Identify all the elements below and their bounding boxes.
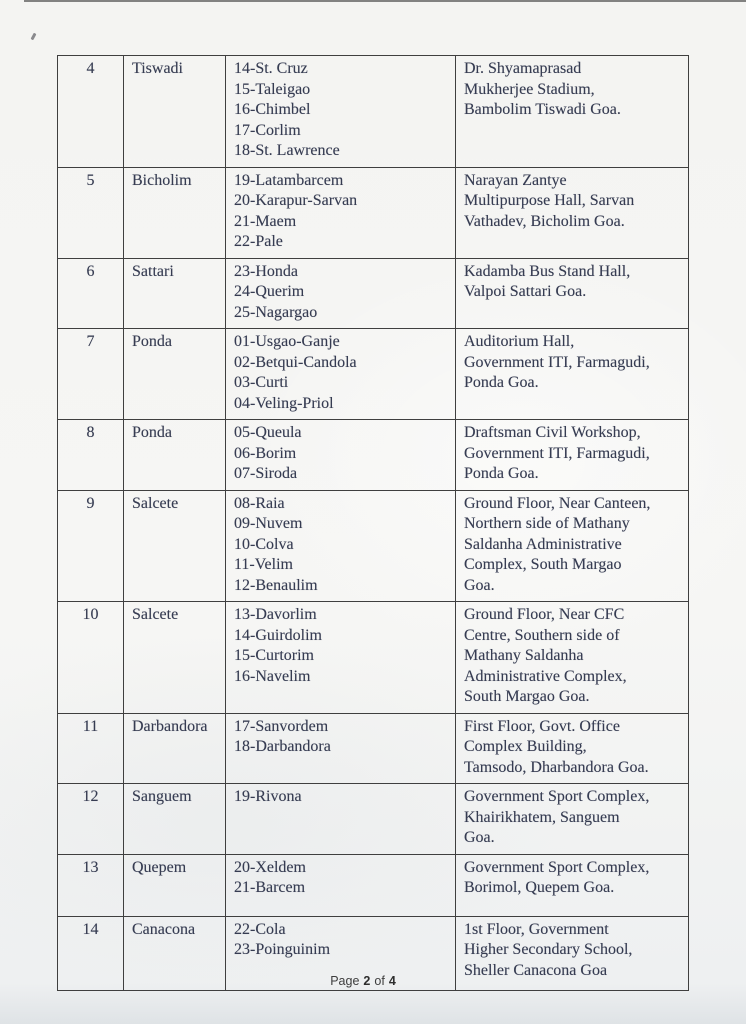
footer-page-number: 2 [363, 974, 371, 988]
constituency-item: 10-Colva [234, 535, 294, 553]
constituency-item: 23-Honda [234, 262, 298, 280]
taluka-cell: Quepem [124, 854, 226, 916]
constituencies-cell [226, 258, 456, 329]
scan-edge-artifact [24, 0, 746, 2]
venue-cell [456, 490, 689, 602]
taluka-cell: Darbandora [124, 713, 226, 784]
venue-line: Multipurpose Hall, Sarvan [464, 192, 635, 209]
venue-line: Auditorium Hall, [464, 333, 575, 350]
venue-cell [456, 602, 689, 714]
constituency-item: 19-Latambarcem [234, 171, 344, 189]
venue-cell [456, 713, 689, 784]
constituency-item: 18-St. Lawrence [234, 142, 340, 159]
footer-page-label: Page [330, 974, 360, 988]
constituency-item: 16-Navelim [234, 667, 311, 685]
counting-venues-table [57, 55, 689, 991]
scan-speck-artifact [31, 33, 37, 41]
footer-total-pages: 4 [388, 974, 396, 988]
constituency-item: 17-Corlim [234, 121, 301, 139]
constituency-item: 12-Benaulim [234, 576, 318, 594]
venue-line: South Margao Goa. [464, 688, 590, 705]
venue-line: Government ITI, Farmagudi, [464, 353, 650, 371]
constituencies-cell [226, 329, 456, 420]
venue-line: Complex Building, [464, 738, 587, 755]
venue-line: Government Sport Complex, [464, 788, 650, 805]
venue-line: Borimol, Quepem Goa. [464, 879, 615, 896]
venue-cell [456, 258, 689, 329]
constituency-item: 20-Xeldem [234, 858, 306, 876]
table-row [58, 258, 689, 329]
venue-line: Ground Floor, Near CFC [464, 606, 625, 623]
venue-line: Ponda Goa. [464, 465, 539, 482]
constituencies-cell [226, 490, 456, 602]
constituency-item: 14-Guirdolim [234, 626, 322, 644]
sr-no-cell: 12 [58, 784, 124, 855]
venue-line: Goa. [464, 576, 495, 594]
venue-line: Ponda Goa. [464, 374, 539, 391]
venue-cell [456, 56, 689, 168]
taluka-cell: Bicholim [124, 167, 226, 258]
constituencies-cell [226, 854, 456, 916]
constituency-item: 23-Poinguinim [234, 941, 331, 958]
venue-line: Ground Floor, Near Canteen, [464, 494, 651, 512]
venue-line: Vathadev, Bicholim Goa. [464, 212, 625, 230]
venue-line: Kadamba Bus Stand Hall, [464, 262, 631, 280]
sr-no-cell: 13 [58, 854, 124, 916]
venue-cell [456, 420, 689, 491]
taluka-cell: Canacona [124, 916, 226, 991]
venue-line: Mukherjee Stadium, [464, 80, 595, 98]
constituency-item: 16-Chimbel [234, 101, 311, 118]
venue-line: Narayan Zantye [464, 171, 567, 189]
venue-cell [456, 854, 689, 916]
constituency-item: 01-Usgao-Ganje [234, 333, 340, 350]
table-row [58, 490, 689, 602]
constituency-item: 18-Darbandora [234, 738, 331, 755]
table-row [58, 167, 689, 258]
constituency-item: 03-Curti [234, 374, 289, 391]
table-row [58, 784, 689, 855]
venue-cell [456, 167, 689, 258]
sr-no-cell: 6 [58, 258, 124, 329]
constituency-item: 14-St. Cruz [234, 60, 308, 77]
sr-no-cell: 8 [58, 420, 124, 491]
constituencies-cell [226, 56, 456, 168]
venue-line: Khairikhatem, Sanguem [464, 808, 620, 826]
constituency-item: 13-Davorlim [234, 606, 317, 623]
taluka-cell: Sanguem [124, 784, 226, 855]
table-row [58, 420, 689, 491]
constituencies-cell [226, 784, 456, 855]
taluka-cell: Ponda [124, 420, 226, 491]
venue-line: Complex, South Margao [464, 556, 622, 573]
taluka-cell: Ponda [124, 329, 226, 420]
constituencies-cell [226, 420, 456, 491]
venue-line: Goa. [464, 829, 495, 846]
venue-line: Bambolim Tiswadi Goa. [464, 101, 621, 118]
sr-no-cell: 11 [58, 713, 124, 784]
constituencies-cell [226, 167, 456, 258]
constituency-item: 22-Cola [234, 920, 286, 938]
sr-no-cell: 9 [58, 490, 124, 602]
taluka-cell: Salcete [124, 490, 226, 602]
venue-line: Mathany Saldanha [464, 647, 584, 664]
venue-line: Tamsodo, Dharbandora Goa. [464, 758, 649, 776]
venue-line: Government Sport Complex, [464, 858, 650, 876]
constituency-item: 15-Taleigao [234, 80, 311, 98]
constituency-item: 06-Borim [234, 444, 297, 462]
constituency-item: 24-Querim [234, 283, 305, 300]
constituency-item: 09-Nuvem [234, 515, 303, 532]
venue-line: Northern side of Mathany [464, 515, 630, 532]
venue-line: Draftsman Civil Workshop, [464, 424, 641, 441]
table-row [58, 713, 689, 784]
venue-cell [456, 784, 689, 855]
venue-line: Dr. Shyamaprasad [464, 60, 582, 77]
constituency-item: 19-Rivona [234, 788, 302, 805]
constituency-item: 15-Curtorim [234, 647, 314, 664]
page-footer [0, 974, 726, 988]
venue-line: Valpoi Sattari Goa. [464, 283, 587, 300]
venue-line: Government ITI, Farmagudi, [464, 444, 650, 462]
constituencies-cell [226, 713, 456, 784]
venue-line: Higher Secondary School, [464, 941, 633, 958]
constituency-item: 08-Raia [234, 494, 285, 512]
constituency-item: 04-Veling-Priol [234, 394, 334, 412]
footer-of-label: of [374, 974, 385, 988]
taluka-cell: Salcete [124, 602, 226, 714]
sr-no-cell: 5 [58, 167, 124, 258]
constituency-item: 20-Karapur-Sarvan [234, 192, 358, 209]
constituency-item: 21-Barcem [234, 879, 306, 896]
table-row [58, 602, 689, 714]
taluka-cell: Tiswadi [124, 56, 226, 168]
table-body [58, 56, 689, 991]
venue-line: 1st Floor, Government [464, 920, 609, 938]
constituencies-cell [226, 602, 456, 714]
constituency-item: 21-Maem [234, 212, 297, 230]
sr-no-cell: 10 [58, 602, 124, 714]
sr-no-cell: 14 [58, 916, 124, 991]
constituency-item: 22-Pale [234, 233, 283, 250]
venue-line: Administrative Complex, [464, 667, 627, 685]
taluka-cell: Sattari [124, 258, 226, 329]
constituency-item: 05-Queula [234, 424, 302, 441]
table-row [58, 56, 689, 168]
constituency-item: 11-Velim [234, 556, 293, 573]
venue-line: Saldanha Administrative [464, 535, 622, 553]
constituency-item: 25-Nagargao [234, 303, 318, 321]
sr-no-cell: 7 [58, 329, 124, 420]
venue-line: Centre, Southern side of [464, 626, 620, 644]
venue-line: First Floor, Govt. Office [464, 717, 620, 735]
venue-cell [456, 329, 689, 420]
constituency-item: 07-Siroda [234, 465, 298, 482]
constituency-item: 02-Betqui-Candola [234, 353, 357, 371]
constituency-item: 17-Sanvordem [234, 717, 329, 735]
venue-line: Sheller Canacona Goa [464, 961, 608, 979]
table-row [58, 329, 689, 420]
sr-no-cell: 4 [58, 56, 124, 168]
table-row [58, 854, 689, 916]
